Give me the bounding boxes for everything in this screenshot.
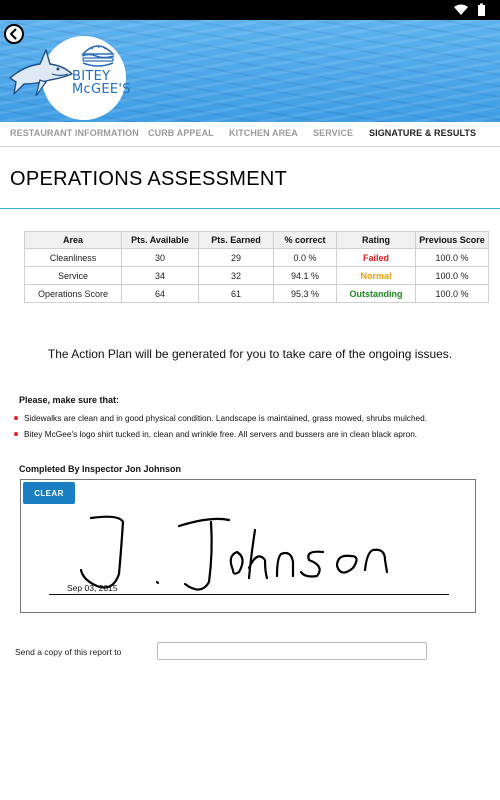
clear-button[interactable]: CLEAR xyxy=(23,482,75,504)
cell-pts-earned: 32 xyxy=(199,267,274,285)
reminders-title: Please, make sure that: xyxy=(19,395,120,405)
page-title: OPERATIONS ASSESSMENT xyxy=(10,168,288,190)
signature-line xyxy=(49,594,449,595)
action-plan-message: The Action Plan will be generated for you to take care of the ongoing issues. xyxy=(47,347,453,361)
tab-signature-results[interactable]: SIGNATURE & RESULTS xyxy=(369,128,477,138)
cell-area: Service xyxy=(25,267,122,285)
list-item: Sidewalks are clean and in good physical condition. Landscape is maintained, grass mowed, shrubs mulched. xyxy=(14,412,427,428)
status-icons xyxy=(452,3,492,17)
status-bar xyxy=(0,0,500,20)
back-button[interactable] xyxy=(4,24,24,44)
cell-rating: Failed xyxy=(337,249,416,267)
signature-date: Sep 03, 2015 xyxy=(67,583,118,593)
list-item: Bitey McGee's logo shirt tucked in, clean and wrinkle free. All servers and bussers are in clean black apron. xyxy=(14,428,427,444)
cell-previous-score: 100.0 % xyxy=(416,285,489,303)
burger-icon xyxy=(80,42,116,68)
cell-pts-earned: 61 xyxy=(199,285,274,303)
column-header-pts-earned: Pts. Earned xyxy=(199,232,274,249)
cell-rating: Normal xyxy=(337,267,416,285)
tab-kitchen-area[interactable]: KITCHEN AREA xyxy=(229,128,298,138)
cell-percent-correct: 95.3 % xyxy=(274,285,337,303)
tab-restaurant-information[interactable]: RESTAURANT INFORMATION xyxy=(10,128,139,138)
results-table xyxy=(24,231,489,303)
battery-icon xyxy=(478,4,485,17)
send-copy-email-input[interactable] xyxy=(157,642,427,660)
cell-pts-available: 34 xyxy=(122,267,199,285)
cell-percent-correct: 0.0 % xyxy=(274,249,337,267)
brand-name: BITEY McGEE'S xyxy=(72,69,131,97)
column-header-area: Area xyxy=(25,232,122,249)
cell-pts-earned: 29 xyxy=(199,249,274,267)
column-header-pts-available: Pts. Available xyxy=(122,232,199,249)
table-row xyxy=(25,285,489,303)
column-header-previous-score: Previous Score xyxy=(416,232,489,249)
completed-by-label: Completed By Inspector Jon Johnson xyxy=(19,464,182,474)
title-divider xyxy=(0,208,500,209)
cell-pts-available: 30 xyxy=(122,249,199,267)
tab-curb-appeal[interactable]: CURB APPEAL xyxy=(148,128,214,138)
column-header-percent-correct: % correct xyxy=(274,232,337,249)
section-tabs xyxy=(0,122,500,147)
signature-drawing xyxy=(61,512,431,592)
tab-service[interactable]: SERVICE xyxy=(313,128,354,138)
cell-previous-score: 100.0 % xyxy=(416,249,489,267)
cell-area: Operations Score xyxy=(25,285,122,303)
shark-mascot-icon xyxy=(6,44,76,106)
cell-percent-correct: 94.1 % xyxy=(274,267,337,285)
cell-pts-available: 64 xyxy=(122,285,199,303)
reminder-list xyxy=(14,412,427,444)
table-row xyxy=(25,249,489,267)
app-header xyxy=(0,20,500,122)
wifi-icon xyxy=(454,5,468,16)
back-arrow-icon xyxy=(6,26,22,42)
cell-area: Cleanliness xyxy=(25,249,122,267)
table-row xyxy=(25,267,489,285)
send-copy-label: Send a copy of this report to xyxy=(15,647,122,657)
cell-rating: Outstanding xyxy=(337,285,416,303)
signature-pad[interactable] xyxy=(20,479,476,613)
column-header-rating: Rating xyxy=(337,232,416,249)
cell-previous-score: 100.0 % xyxy=(416,267,489,285)
table-header-row xyxy=(25,232,489,249)
